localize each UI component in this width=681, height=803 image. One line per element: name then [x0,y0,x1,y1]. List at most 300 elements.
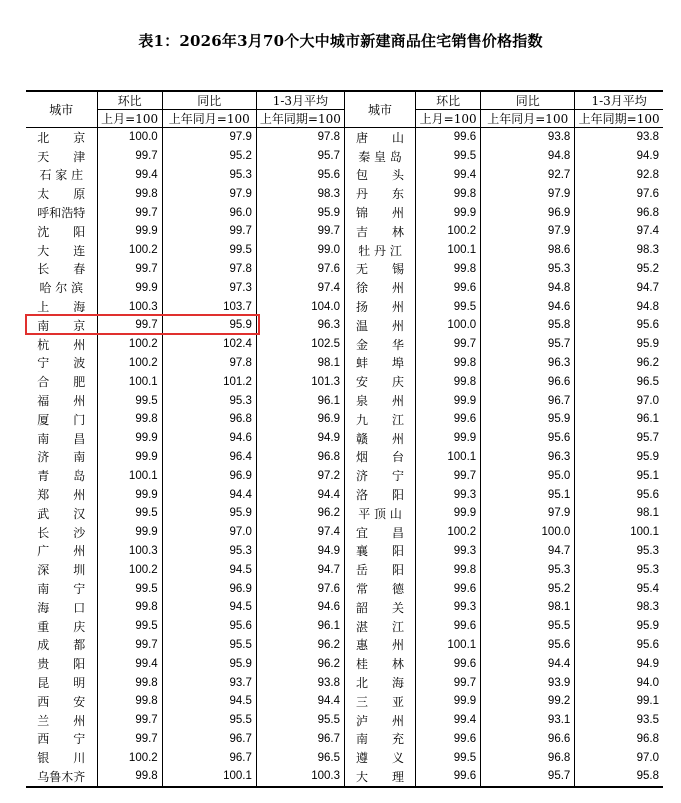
mom-cell: 99.5 [416,748,481,767]
yoy-cell: 94.5 [162,692,256,711]
avg-cell: 94.9 [575,654,663,673]
avg-cell: 97.6 [256,260,344,279]
yoy-cell: 95.0 [481,466,575,485]
avg-cell: 94.8 [575,297,663,316]
yoy-base-label: 上年同月=100 [162,110,256,128]
city-cell: 长 沙 [37,525,86,540]
mom-cell: 99.9 [416,504,481,523]
mom-cell: 99.8 [416,372,481,391]
yoy-cell: 96.0 [162,203,256,222]
avg-cell: 96.2 [575,354,663,373]
yoy-cell: 96.3 [481,354,575,373]
city-cell: 三 亚 [344,692,415,711]
mom-cell: 99.8 [97,598,162,617]
table-row [26,147,663,166]
yoy-column-header: 同比 [481,91,575,110]
mom-cell: 99.5 [416,147,481,166]
avg-cell: 97.0 [575,748,663,767]
yoy-cell: 95.1 [481,485,575,504]
mom-cell: 100.0 [97,128,162,147]
avg-cell: 95.3 [575,560,663,579]
yoy-cell: 93.9 [481,673,575,692]
mom-cell: 99.4 [416,166,481,185]
avg-cell: 94.4 [256,485,344,504]
avg-cell: 95.8 [575,767,663,787]
avg-cell: 93.8 [575,128,663,147]
city-cell: 宜 昌 [344,523,415,542]
avg-cell: 95.6 [575,485,663,504]
city-cell: 天 津 [37,149,86,164]
city-cell: 深 圳 [37,563,86,578]
avg-cell: 97.8 [256,128,344,147]
yoy-base-label: 上年同月=100 [481,110,575,128]
mom-cell: 99.4 [97,654,162,673]
mom-cell: 100.2 [97,748,162,767]
mom-cell: 99.6 [416,654,481,673]
mom-cell: 99.8 [416,560,481,579]
avg-cell: 100.1 [575,523,663,542]
table-row [26,241,663,260]
mom-cell: 100.1 [416,636,481,655]
city-cell: 南 京 [37,318,86,333]
table-row [26,598,663,617]
city-cell: 吉 林 [344,222,415,241]
table-row [26,316,663,335]
yoy-cell: 94.7 [481,542,575,561]
mom-cell: 99.9 [97,485,162,504]
city-cell: 赣 州 [344,429,415,448]
avg-cell: 97.0 [575,391,663,410]
table-row [26,222,663,241]
avg-cell: 96.1 [575,410,663,429]
table-row [26,579,663,598]
mom-cell: 100.2 [97,241,162,260]
avg-cell: 94.7 [575,278,663,297]
city-cell: 杭 州 [37,337,86,352]
table-row [26,297,663,316]
table-title: 表1：2026年3月70个大中城市新建商品住宅销售价格指数 [138,32,543,50]
mom-cell: 99.6 [416,767,481,787]
avg-cell: 94.0 [575,673,663,692]
table-row [26,711,663,730]
avg-cell: 96.5 [575,372,663,391]
city-cell: 广 州 [37,544,86,559]
table-row [26,636,663,655]
mom-column-header: 环比 [97,91,162,110]
yoy-cell: 94.6 [481,297,575,316]
table-row [26,485,663,504]
city-cell: 哈 尔 滨 [39,281,84,296]
city-cell: 石 家 庄 [39,168,84,183]
yoy-cell: 96.8 [481,748,575,767]
table-row [26,166,663,185]
yoy-cell: 99.7 [162,222,256,241]
yoy-cell: 98.6 [481,241,575,260]
city-cell: 大 连 [37,243,86,258]
yoy-cell: 95.3 [481,560,575,579]
city-cell: 济 宁 [344,466,415,485]
yoy-cell: 96.9 [162,466,256,485]
mom-cell: 99.9 [97,523,162,542]
mom-cell: 99.5 [416,297,481,316]
city-cell: 平 顶 山 [344,504,415,523]
yoy-cell: 95.5 [162,636,256,655]
city-cell: 青 岛 [37,469,86,484]
avg-cell: 95.9 [575,448,663,467]
city-cell: 包 头 [344,166,415,185]
yoy-cell: 95.6 [481,636,575,655]
table-row [26,260,663,279]
yoy-cell: 97.3 [162,278,256,297]
mom-cell: 99.6 [416,730,481,749]
city-cell: 韶 关 [344,598,415,617]
mom-column-header: 环比 [416,91,481,110]
table-row [26,504,663,523]
avg-cell: 95.6 [256,166,344,185]
city-cell: 沈 阳 [37,224,86,239]
table-row [26,748,663,767]
mom-cell: 99.5 [97,617,162,636]
yoy-cell: 101.2 [162,372,256,391]
avg-base-label: 上年同期=100 [575,110,663,128]
yoy-cell: 93.8 [481,128,575,147]
mom-cell: 99.3 [416,598,481,617]
avg-cell: 96.7 [256,730,344,749]
avg-cell: 95.5 [256,711,344,730]
price-index-table [26,90,663,788]
city-cell: 湛 江 [344,617,415,636]
avg-cell: 97.6 [575,184,663,203]
city-cell: 南 充 [344,730,415,749]
avg-column-header: 1-3月平均 [256,91,344,110]
avg-cell: 94.6 [256,598,344,617]
yoy-cell: 97.9 [481,222,575,241]
mom-cell: 100.2 [97,335,162,354]
city-column-header: 城市 [26,91,97,128]
avg-cell: 95.9 [575,335,663,354]
yoy-cell: 95.5 [481,617,575,636]
city-cell: 徐 州 [344,278,415,297]
city-cell: 重 庆 [37,619,86,634]
mom-cell: 99.8 [416,354,481,373]
city-cell: 银 川 [37,751,86,766]
avg-cell: 96.8 [575,730,663,749]
yoy-cell: 95.5 [162,711,256,730]
yoy-cell: 96.7 [162,730,256,749]
yoy-cell: 95.3 [162,391,256,410]
avg-cell: 95.7 [256,147,344,166]
mom-cell: 100.1 [97,466,162,485]
avg-cell: 94.9 [256,542,344,561]
yoy-cell: 94.5 [162,598,256,617]
mom-cell: 99.7 [416,673,481,692]
city-cell: 乌鲁木齐 [26,767,97,787]
table-row [26,335,663,354]
avg-cell: 94.4 [256,692,344,711]
avg-cell: 96.2 [256,636,344,655]
avg-cell: 95.6 [575,636,663,655]
city-cell: 上 海 [37,300,86,315]
city-cell: 武 汉 [37,506,86,521]
city-cell: 郑 州 [37,488,86,503]
yoy-cell: 100.0 [481,523,575,542]
table-row [26,354,663,373]
avg-cell: 93.8 [256,673,344,692]
avg-cell: 97.6 [256,579,344,598]
yoy-cell: 92.7 [481,166,575,185]
mom-cell: 99.7 [97,730,162,749]
mom-cell: 99.8 [97,184,162,203]
mom-cell: 99.9 [416,429,481,448]
city-cell: 南 昌 [37,431,86,446]
mom-cell: 99.7 [97,260,162,279]
city-cell: 合 肥 [37,375,86,390]
mom-base-label: 上月=100 [416,110,481,128]
mom-cell: 99.5 [97,504,162,523]
mom-cell: 100.1 [416,448,481,467]
city-cell: 金 华 [344,335,415,354]
yoy-cell: 95.2 [481,579,575,598]
yoy-cell: 95.7 [481,335,575,354]
yoy-cell: 95.3 [162,166,256,185]
yoy-cell: 96.7 [162,748,256,767]
city-cell: 宁 波 [37,356,86,371]
mom-cell: 100.3 [97,542,162,561]
yoy-cell: 96.7 [481,391,575,410]
mom-cell: 99.8 [416,184,481,203]
mom-cell: 99.9 [97,448,162,467]
yoy-cell: 97.8 [162,354,256,373]
avg-cell: 96.2 [256,504,344,523]
city-cell: 北 京 [37,130,86,145]
avg-cell: 95.9 [575,617,663,636]
city-cell: 成 都 [37,638,86,653]
yoy-cell: 94.8 [481,147,575,166]
city-cell: 昆 明 [37,676,86,690]
table-row [26,448,663,467]
avg-cell: 96.1 [256,617,344,636]
mom-cell: 99.6 [416,579,481,598]
yoy-cell: 97.9 [162,184,256,203]
mom-cell: 100.2 [97,354,162,373]
yoy-cell: 96.4 [162,448,256,467]
avg-cell: 97.4 [575,222,663,241]
yoy-cell: 97.8 [162,260,256,279]
yoy-cell: 94.4 [162,485,256,504]
city-cell: 兰 州 [37,713,86,728]
city-cell: 西 安 [37,694,86,709]
yoy-cell: 94.4 [481,654,575,673]
city-cell: 蚌 埠 [344,354,415,373]
avg-cell: 99.1 [575,692,663,711]
yoy-cell: 96.9 [162,579,256,598]
mom-cell: 100.1 [416,241,481,260]
city-cell: 长 春 [37,262,86,277]
city-cell: 桂 林 [344,654,415,673]
mom-cell: 99.9 [97,278,162,297]
city-cell: 九 江 [344,410,415,429]
table-row [26,654,663,673]
city-cell: 常 德 [344,579,415,598]
mom-cell: 99.8 [97,692,162,711]
avg-cell: 96.5 [256,748,344,767]
yoy-cell: 103.7 [162,297,256,316]
yoy-cell: 97.9 [162,128,256,147]
mom-cell: 99.9 [416,203,481,222]
avg-cell: 98.3 [575,598,663,617]
yoy-cell: 102.4 [162,335,256,354]
avg-cell: 101.3 [256,372,344,391]
city-cell: 唐 山 [344,128,415,147]
yoy-cell: 94.5 [162,560,256,579]
avg-cell: 96.2 [256,654,344,673]
mom-cell: 99.9 [416,692,481,711]
yoy-cell: 95.7 [481,767,575,787]
avg-cell: 99.0 [256,241,344,260]
yoy-cell: 93.7 [162,673,256,692]
table-row [26,391,663,410]
avg-cell: 98.3 [256,184,344,203]
mom-cell: 99.6 [416,128,481,147]
mom-cell: 99.4 [416,711,481,730]
city-cell: 太 原 [37,187,86,202]
yoy-cell: 100.1 [162,767,256,787]
avg-cell: 94.7 [256,560,344,579]
city-cell: 牡 丹 江 [344,241,415,260]
yoy-cell: 97.9 [481,184,575,203]
avg-cell: 96.8 [256,448,344,467]
city-cell: 襄 阳 [344,542,415,561]
avg-cell: 95.1 [575,466,663,485]
table-row [26,730,663,749]
mom-cell: 99.7 [97,203,162,222]
avg-column-header: 1-3月平均 [575,91,663,110]
city-cell: 海 口 [37,600,86,615]
mom-cell: 99.3 [416,542,481,561]
mom-cell: 100.0 [416,316,481,335]
table-header [26,91,663,128]
yoy-cell: 95.8 [481,316,575,335]
city-cell: 呼和浩特 [37,206,86,221]
table-row [26,128,663,147]
avg-cell: 95.4 [575,579,663,598]
yoy-cell: 96.6 [481,372,575,391]
mom-cell: 99.5 [97,391,162,410]
avg-cell: 94.9 [575,147,663,166]
mom-cell: 99.7 [97,711,162,730]
mom-cell: 99.7 [97,316,162,335]
city-cell: 南 宁 [37,582,86,597]
yoy-cell: 97.9 [481,504,575,523]
yoy-cell: 95.6 [162,617,256,636]
mom-base-label: 上月=100 [97,110,162,128]
city-cell: 温 州 [344,316,415,335]
mom-cell: 99.4 [97,166,162,185]
city-cell: 济 南 [37,450,86,465]
avg-cell: 92.8 [575,166,663,185]
yoy-cell: 96.6 [481,730,575,749]
avg-cell: 97.4 [256,523,344,542]
table-row [26,372,663,391]
avg-cell: 96.8 [575,203,663,222]
mom-cell: 99.9 [416,391,481,410]
table-row [26,184,663,203]
mom-cell: 100.1 [97,372,162,391]
city-cell: 泸 州 [344,711,415,730]
table-row [26,523,663,542]
avg-cell: 94.9 [256,429,344,448]
yoy-cell: 96.9 [481,203,575,222]
table-body [26,128,663,787]
yoy-cell: 99.5 [162,241,256,260]
mom-cell: 99.7 [416,466,481,485]
city-cell: 烟 台 [344,448,415,467]
yoy-cell: 99.2 [481,692,575,711]
mom-cell: 99.6 [416,617,481,636]
avg-base-label: 上年同期=100 [256,110,344,128]
table-row [26,767,663,787]
yoy-cell: 98.1 [481,598,575,617]
city-cell: 岳 阳 [344,560,415,579]
mom-cell: 99.8 [97,410,162,429]
table-row [26,560,663,579]
avg-cell: 95.3 [575,542,663,561]
mom-cell: 100.3 [97,297,162,316]
city-cell: 安 庆 [344,372,415,391]
city-cell: 大 理 [344,767,415,787]
table-row [26,673,663,692]
city-cell: 秦 皇 岛 [344,147,415,166]
avg-cell: 97.2 [256,466,344,485]
mom-cell: 99.9 [97,429,162,448]
mom-cell: 99.8 [97,767,162,787]
yoy-cell: 95.2 [162,147,256,166]
city-cell: 泉 州 [344,391,415,410]
avg-cell: 95.7 [575,429,663,448]
city-cell: 北 海 [344,673,415,692]
yoy-cell: 95.9 [162,316,256,335]
mom-cell: 99.7 [416,335,481,354]
city-cell: 厦 门 [37,412,86,427]
yoy-cell: 96.3 [481,448,575,467]
table-row [26,429,663,448]
table-row [26,203,663,222]
yoy-cell: 94.6 [162,429,256,448]
mom-cell: 100.2 [416,222,481,241]
mom-cell: 99.8 [97,673,162,692]
table-row [26,542,663,561]
mom-cell: 100.2 [416,523,481,542]
city-cell: 锦 州 [344,203,415,222]
mom-cell: 99.6 [416,410,481,429]
mom-cell: 99.6 [416,278,481,297]
yoy-cell: 95.3 [481,260,575,279]
avg-cell: 93.5 [575,711,663,730]
city-cell: 无 锡 [344,260,415,279]
avg-cell: 96.1 [256,391,344,410]
table-row [26,278,663,297]
mom-cell: 99.3 [416,485,481,504]
avg-cell: 98.1 [256,354,344,373]
yoy-cell: 94.8 [481,278,575,297]
avg-cell: 98.3 [575,241,663,260]
avg-cell: 95.9 [256,203,344,222]
yoy-cell: 95.9 [481,410,575,429]
mom-cell: 99.7 [97,636,162,655]
avg-cell: 95.6 [575,316,663,335]
table-row [26,692,663,711]
yoy-cell: 95.9 [162,654,256,673]
